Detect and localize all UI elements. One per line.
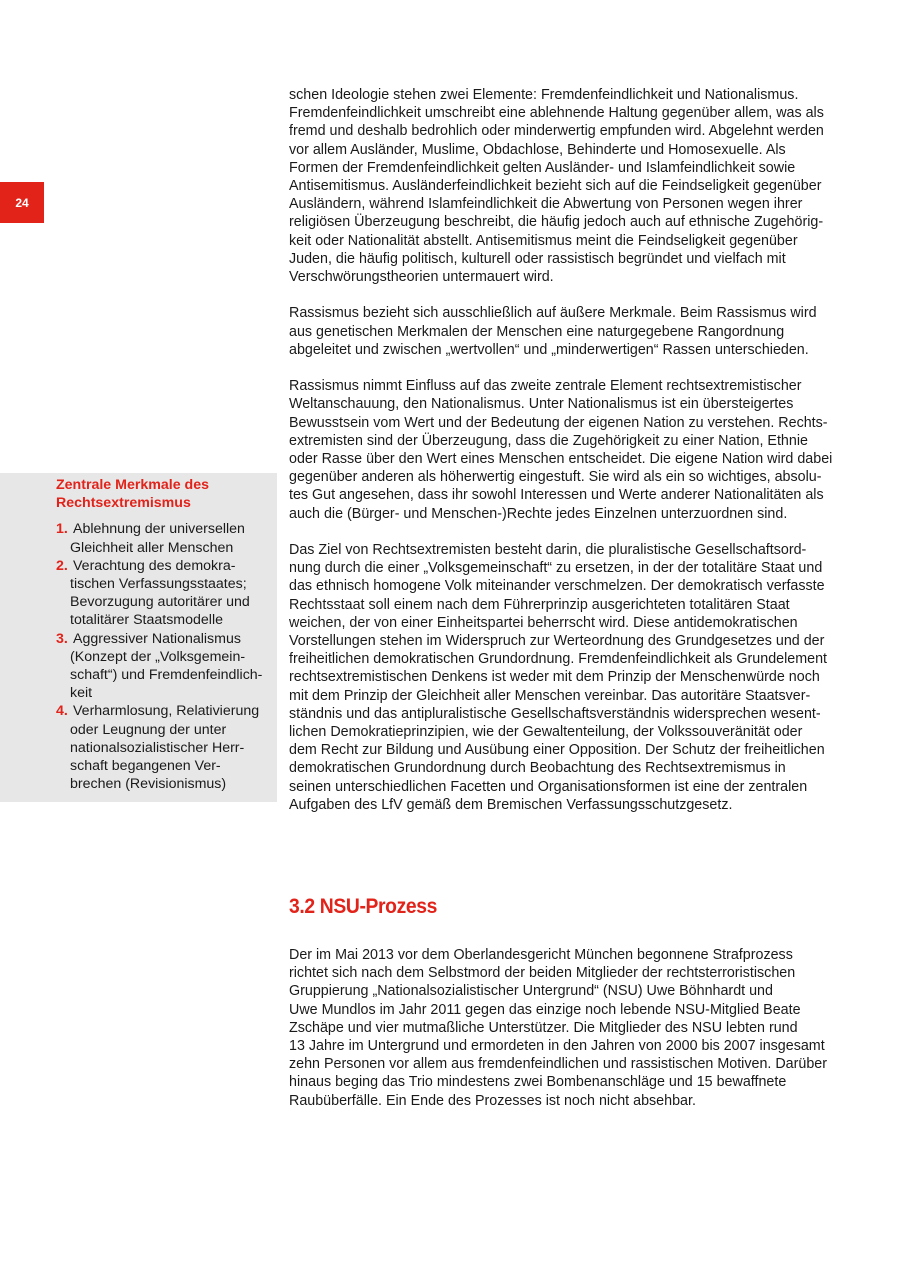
sidebar-item-number: 4.: [56, 703, 68, 720]
sidebar-item-text: Ablehnung der universellen Gleichheit aller Menschen: [70, 521, 245, 556]
body-paragraph-4: Das Ziel von Rechtsextremisten besteht darin, die pluralistische Gesellschaftsord- nung durch die einer „Volksgemeinschaft“ zu ersetzen, in der der totalitäre Staat und das ethnisch homogene Volk miteinander verschmelzen. Der demokratisch verfasste Rechtsstaat soll einem nach dem Führerprinzip ausgerichteten totalitären Staat weichen, der von einer Einheitspartei beherrscht wird. Diese antidemokratischen Vorstellungen stehen im Widerspruch zur Werteordnung des Grundgesetzes und der freiheitlichen demokratischen Grundordnung. Fremdenfeindlichkeit als Grundelement rechtsextremistischen Denkens ist weder mit dem Prinzip der Menschenwürde noch mit dem Prinzip der Gleichheit aller Menschen vereinbar. Das autoritäre Staatsver- ständnis und das antipluralistische Gesellschaftsverständnis widersprechen wesent- lichen Demokratieprinzipien, wie der Gewaltenteilung, der Volkssouveränität oder dem Recht zur Bildung und Ausübung einer Opposition. Der Schutz der freiheitlichen demokratischen Grundordnung durch Beobachtung des Rechtsextremismus in seinen unterschiedlichen Facetten und Organisationsformen ist eine der zentralen Aufgaben des LfV gemäß dem Bremischen Verfassungsschutzgesetz.: [289, 542, 828, 813]
sidebar-infobox: [0, 473, 277, 802]
sidebar-item-number: 3.: [56, 630, 68, 647]
sidebar-title: Zentrale Merkmale des Rechtsextremismus: [56, 477, 209, 512]
sidebar-list: [56, 520, 267, 793]
sidebar-list-item: [56, 702, 267, 793]
sidebar-item-text: Verachtung des demokra- tischen Verfassungsstaates; Bevorzugung autoritärer und totalitärer Staatsmodelle: [70, 557, 250, 629]
nsu-section: [289, 946, 849, 1128]
section-paragraph: Der im Mai 2013 vor dem Oberlandesgericht München begonnene Strafprozess richtet sich nach dem Selbstmord der beiden Mitglieder der rechtsterroristischen Gruppierung „Nationalsozialistischer Untergrund“ (NSU) Uwe Böhnhardt und Uwe Mundlos im Jahr 2011 gegen das einzige noch lebende NSU-Mitglied Beate Zschäpe und vier mutmaßliche Unterstützer. Die Mitglieder des NSU lebten rund 13 Jahre im Untergrund und ermordeten in den Jahren von 2000 bis 2007 insgesamt zehn Personen vor allem aus fremdenfeindlichen und rassistischen Motiven. Darüber hinaus beging das Trio mindestens zwei Bombenanschläge und 15 bewaffnete Raubüberfälle. Ein Ende des Prozesses ist noch nicht absehbar.: [289, 947, 828, 1109]
section-heading: 3.2 NSU-Prozess: [289, 895, 438, 918]
page-number: 24: [15, 195, 29, 210]
body-paragraph-2: Rassismus bezieht sich ausschließlich auf äußere Merkmale. Beim Rassismus wird aus genetischen Merkmalen der Menschen eine naturgegebene Rangordnung abgeleitet und zwischen „wertvollen“ und „minderwertigen“ Rassen unterschieden.: [289, 305, 817, 358]
page-number-tab: [0, 182, 44, 223]
sidebar-item-text: Aggressiver Nationalismus (Konzept der „Volksgemein- schaft“) und Fremdenfeindlich- keit: [70, 630, 263, 702]
sidebar-item-number: 1.: [56, 521, 68, 538]
sidebar-list-item: [56, 557, 267, 630]
main-text-column: [289, 86, 849, 832]
sidebar-list-item: [56, 520, 267, 556]
body-paragraph-3: Rassismus nimmt Einfluss auf das zweite zentrale Element rechtsextremistischer Weltanschauung, den Nationalismus. Unter Nationalismus ist ein übersteigertes Bewusstsein vom Wert und der Bedeutung der eigenen Nation zu verstehen. Rechts- extremisten sind der Überzeugung, dass die Zugehörigkeit zu einer Nation, Ethnie oder Rasse über den Wert eines Menschen entscheidet. Die eigene Nation wird dabei gegenüber anderen als höherwertig eingestuft. Sie wird als ein so wichtiges, absolu- tes Gut angesehen, dass ihr sowohl Interessen und Werte anderer Nationalitäten als auch die (Bürger- und Menschen-)Rechte jedes Einzelnen unterzuordnen sind.: [289, 378, 833, 522]
sidebar-list-item: [56, 630, 267, 703]
body-paragraph-1: schen Ideologie stehen zwei Elemente: Fremdenfeindlichkeit und Nationalismus. Fremdenfeindlichkeit umschreibt eine ablehnende Haltung gegenüber allem, was als fremd und deshalb bedrohlich oder minderwertig empfunden wird. Abgelehnt werden vor allem Ausländer, Muslime, Obdachlose, Behinderte und Homosexuelle. Als Formen der Fremdenfeindlichkeit gelten Ausländer- und Islamfeindlichkeit sowie Antisemitismus. Ausländerfeindlichkeit bezieht sich auf die Feindseligkeit gegenüber Ausländern, während Islamfeindlichkeit die Abwertung von Personen wegen ihrer religiösen Überzeugung beschreibt, die häufig jedoch auch auf ethnische Zugehörig- keit oder Nationalität abstellt. Antisemitismus meint die Feindseligkeit gegenüber Juden, die häufig politisch, kulturell oder rassistisch begründet und vielfach mit Verschwörungstheorien untermauert wird.: [289, 87, 824, 286]
sidebar-item-number: 2.: [56, 557, 68, 574]
sidebar-item-text: Verharmlosung, Relativierung oder Leugnung der unter nationalsozialistischer Herr- schaft begangenen Ver- brechen (Revisionismus): [70, 703, 260, 793]
